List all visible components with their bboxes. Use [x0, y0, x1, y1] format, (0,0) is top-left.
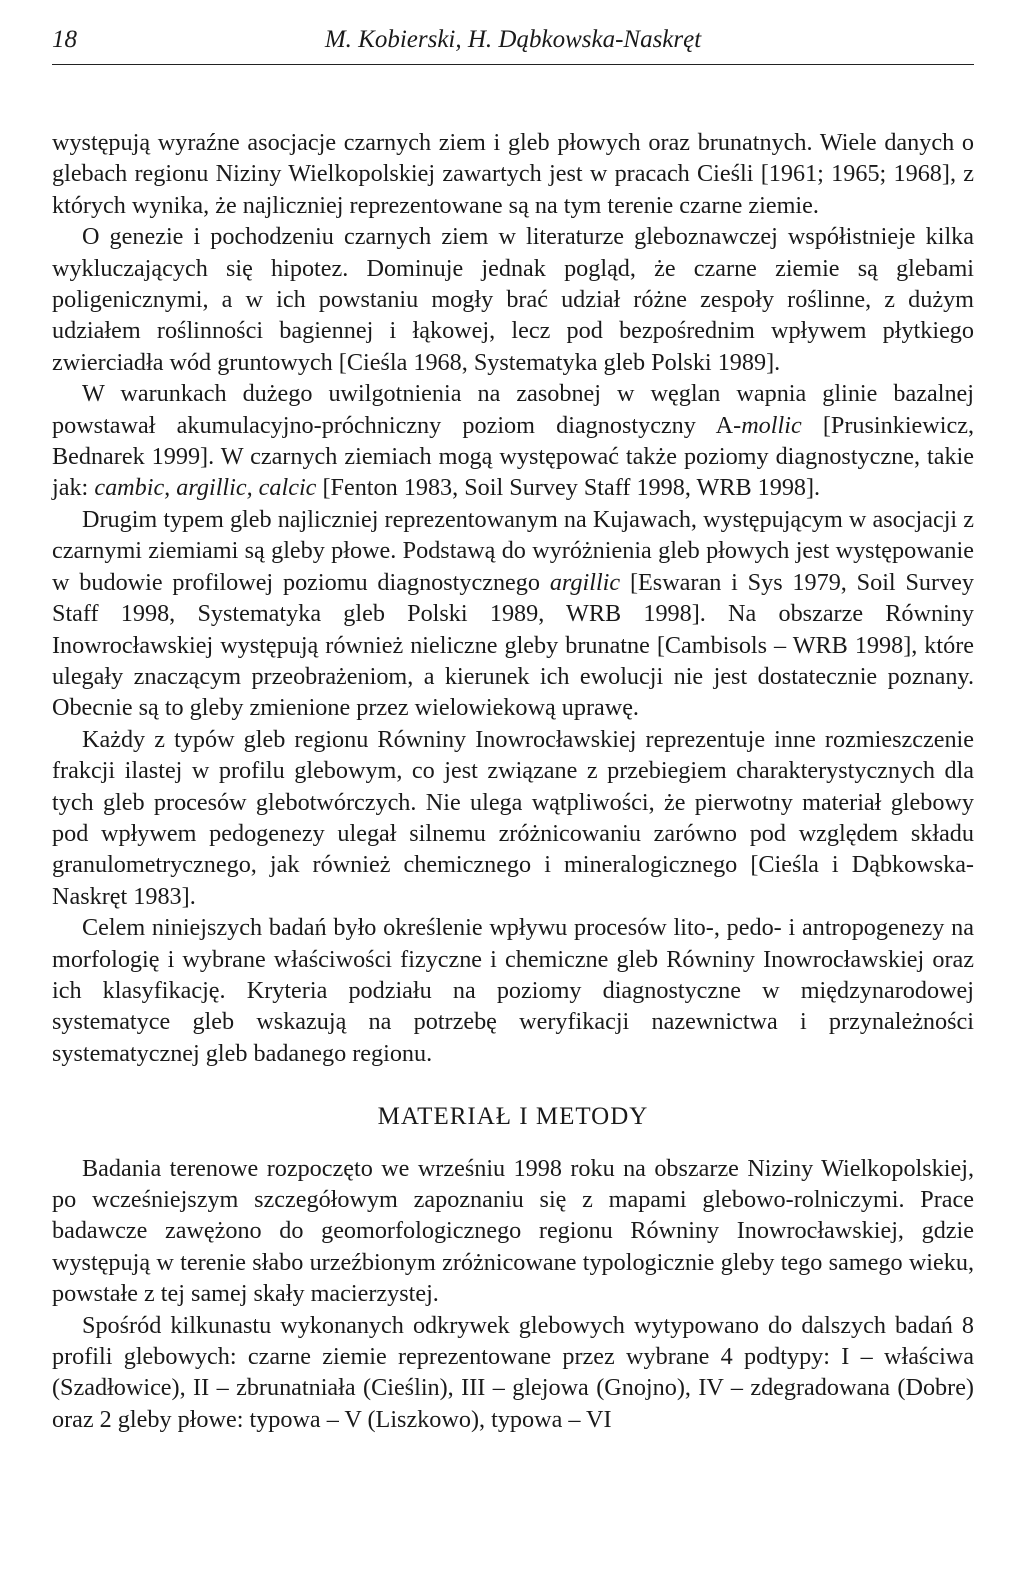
page [52, 22, 974, 1435]
text-run: Drugim typem gleb najliczniej reprezentowanym na Kujawach, występującym w asocjacji z czarnymi ziemiami są gleby płowe. Podstawą do wyróżnienia gleb płowych jest występowanie w budowie profilowej poziomu diagnostycznego [52, 505, 974, 596]
paragraph: Każdy z typów gleb regionu Równiny Inowrocławskiej reprezentuje inne rozmieszczenie frakcji ilastej w profilu glebowym, co jest związane z przebiegiem charakterystycznych dla tych gleb procesów glebotwórczych. Nie ulega wątpliwości, że pierwotny materiał glebowy pod wpływem pedogenezy ulegał silnemu zróżnicowaniu zarówno pod względem składu granulometrycznego, jak również chemicznego i mineralogicznego [Cieśla i Dąbkowska-Naskręt 1983]. [52, 725, 974, 910]
italic-term: argillic [549, 568, 621, 596]
paragraph [52, 504, 974, 724]
paragraph: O genezie i pochodzeniu czarnych ziem w literaturze gleboznawczej współistnieje kilka wykluczających się hipotez. Dominuje jednak pogląd, że czarne ziemie są glebami poligenicznymi, a w ich powstaniu mogły brać udział różne zespoły roślinne, z dużym udziałem roślinności bagiennej i łąkowej, lecz pod bezpośrednim wpływem płytkiego zwierciadła wód gruntowych [Cieśla 1968, Systematyka gleb Polski 1989]. [52, 223, 974, 376]
italic-term: cambic, argillic, calcic [94, 474, 317, 502]
article-body [52, 127, 974, 1435]
italic-term: mollic [741, 411, 802, 439]
text-run: W warunkach dużego uwilgotnienia na zasobnej w węglan wapnia glinie bazalnej powstawał akumulacyjno-próchniczny poziom diagnostyczny A- [52, 380, 974, 439]
running-title: M. Kobierski, H. Dąbkowska-Naskręt [324, 26, 702, 53]
paragraph: występują wyraźne asocjacje czarnych ziem i gleb płowych oraz brunatnych. Wiele danych o glebach regionu Niziny Wielkopolskiej zawartych jest w pracach Cieśli [1961; 1965; 1968], z których wynika, że najliczniej reprezentowane są na tym terenie czarne ziemie. [52, 129, 974, 219]
paragraph [52, 378, 974, 504]
text-run: [Eswaran i Sys 1979, Soil Survey Staff 1998, Systematyka gleb Polski 1989, WRB 1998]. Na obszarze Równiny Inowrocławskiej występują również nieliczne gleby brunatne [Cambisols – WRB 1998], które ulegały znaczącym przeobrażeniom, a kierunek ich ewolucji nie jest dostatecznie poznany. Obecnie są to gleby zmienione przez wielowiekową uprawę. [52, 568, 974, 722]
paragraph: Spośród kilkunastu wykonanych odkrywek glebowych wytypowano do dalszych badań 8 profili glebowych: czarne ziemie reprezentowane przez wybrane 4 podtypy: I – właściwa (Szadłowice), II – zbrunatniała (Cieślin), III – glejowa (Gnojno), IV – zdegradowana (Dobre) oraz 2 gleby płowe: typowa – V (Liszkowo), typowa – VI [52, 1311, 974, 1433]
paragraph: Badania terenowe rozpoczęto we wrześniu 1998 roku na obszarze Niziny Wielkopolskiej, po wcześniejszym szczegółowym zapoznaniu się z mapami glebowo-rolniczymi. Prace badawcze zawężono do geomorfologicznego regionu Równiny Inowrocławskiej, gdzie występują w terenie słabo urzeźbionym zróżnicowane typologicznie gleby tego samego wieku, powstałe z tej samej skały macierzystej. [52, 1154, 974, 1308]
text-run: [Prusinkiewicz, Bednarek 1999]. W czarnych ziemiach mogą występować także poziomy diagnostyczne, takie jak: [52, 411, 974, 502]
text-run: [Fenton 1983, Soil Survey Staff 1998, WRB 1998]. [316, 474, 821, 502]
page-header [52, 22, 974, 65]
paragraph: Celem niniejszych badań było określenie wpływu procesów lito-, pedo- i antropogenezy na morfologię i wybrane właściwości fizyczne i chemiczne gleb Równiny Inowrocławskiej oraz ich klasyfikację. Kryteria podziału na poziomy diagnostyczne w międzynarodowej systematyce gleb wskazują na potrzebę weryfikacji nazewnictwa i przynależności systematycznej gleb badanego regionu. [52, 914, 974, 1067]
page-number: 18 [52, 26, 77, 53]
section-title: MATERIAŁ I METODY [377, 1103, 649, 1131]
